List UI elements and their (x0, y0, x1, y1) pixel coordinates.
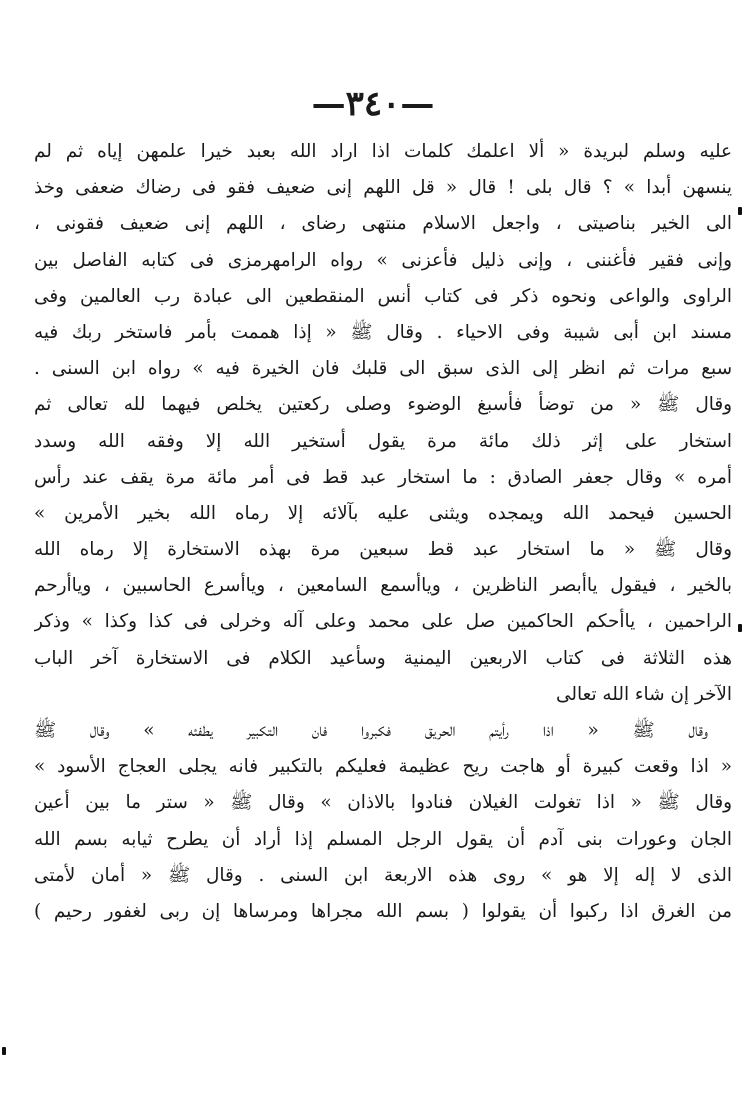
scan-mark (2, 1047, 6, 1055)
text-line: هذه الثلاثة فى كتاب الاربعين اليمنية وسأعيد الكلام فى الاستخارة آخر الباب (34, 647, 732, 669)
text-line: الى الخير بناصيتى ، واجعل الاسلام منتهى رضاى ، اللهم إنى ضعيف فقونى ، (34, 213, 732, 235)
text-line: من الغرق اذا ركبوا أن يقولوا ( بسم الله مجراها ومرساها إن ربى لغفور رحيم ) (34, 900, 732, 922)
text-line: استخار على إثر ذلك مائة مرة يقول أستخير الله إلا وفقه الله وسدد (34, 430, 732, 452)
text-line: الراوى والواعى ونحوه ذكر فى كتاب أنس المنقطعين الى عبادة رب العالمين وفى (34, 285, 732, 307)
text-line: بالخير ، فيقول ياأبصر الناظرين ، وياأسمع السامعين ، وياأسرع الحاسبين ، وياأرحم (34, 575, 732, 597)
paragraph (34, 134, 732, 713)
text-line: وقال ﷺ « من توضأ فأسبغ الوضوء وصلى ركعتين يخلص فيهما لله تعالى ثم (34, 394, 732, 416)
text-line: عليه وسلم لبريدة « ألا اعلمك كلمات اذا اراد الله بعبد خيرا علمهن إياه ثم لم (34, 141, 732, 162)
page-text (34, 134, 732, 930)
scan-mark (738, 624, 742, 632)
text-line: الآخر إن شاء الله تعالى (556, 683, 732, 705)
page-number: —٣٤٠— (311, 84, 435, 124)
text-line: وقال ﷺ « ما استخار عبد قط سبعين مرة بهذه الاستخارة إلا رماه الله (34, 539, 732, 561)
paragraph (34, 713, 732, 930)
text-line: سبع مرات ثم انظر إلى الذى سبق الى قلبك فان الخيرة فيه » رواه ابن السنى . (34, 358, 732, 380)
text-line: الراحمين ، ياأحكم الحاكمين صل على محمد وعلى آله وخرلى فى كذا وكذا » وذكر (34, 611, 732, 633)
text-line: الحسين فيحمد الله ويمجده ويثنى عليه بآلائه إلا رماه الله بخير الأمرين » (34, 502, 732, 524)
text-line: « اذا وقعت كبيرة أو هاجت ريح عظيمة فعليكم بالتكبير فانه يجلى العجاج الأسود » (34, 756, 732, 778)
text-line: وإنى فقير فأغننى ، وإنى ذليل فأعزنى » رواه الرامهرمزى فى كتابه الفاصل بين (34, 249, 732, 271)
text-line: الذى لا إله إلا هو » روى هذه الاربعة ابن السنى . وقال ﷺ « أمان لأمتى (34, 864, 732, 886)
text-line: أمره » وقال جعفر الصادق : ما استخار عبد قط فى أمر مائة مرة يقف عند رأس (34, 466, 732, 488)
text-line: وقال ﷺ « اذا رأيتم الحريق فكبروا فان التكبير يطفئه » وقال ﷺ (34, 720, 708, 741)
text-line: مسند ابن أبى شيبة وفى الاحياء . وقال ﷺ « إذا هممت بأمر فاستخر ربك فيه (34, 321, 732, 343)
scan-mark (738, 207, 742, 215)
text-line: الجان وعورات بنى آدم أن يقول الرجل المسلم إذا أراد أن يطرح ثيابه بسم الله (34, 828, 732, 850)
text-line: ينسهن أبدا » ؟ قال بلى ! قال « قل اللهم إنى ضعيف فقو فى رضاك ضعفى وخذ (34, 177, 732, 199)
text-line: وقال ﷺ « اذا تغولت الغيلان فنادوا بالاذان » وقال ﷺ « ستر ما بين أعين (34, 792, 732, 814)
